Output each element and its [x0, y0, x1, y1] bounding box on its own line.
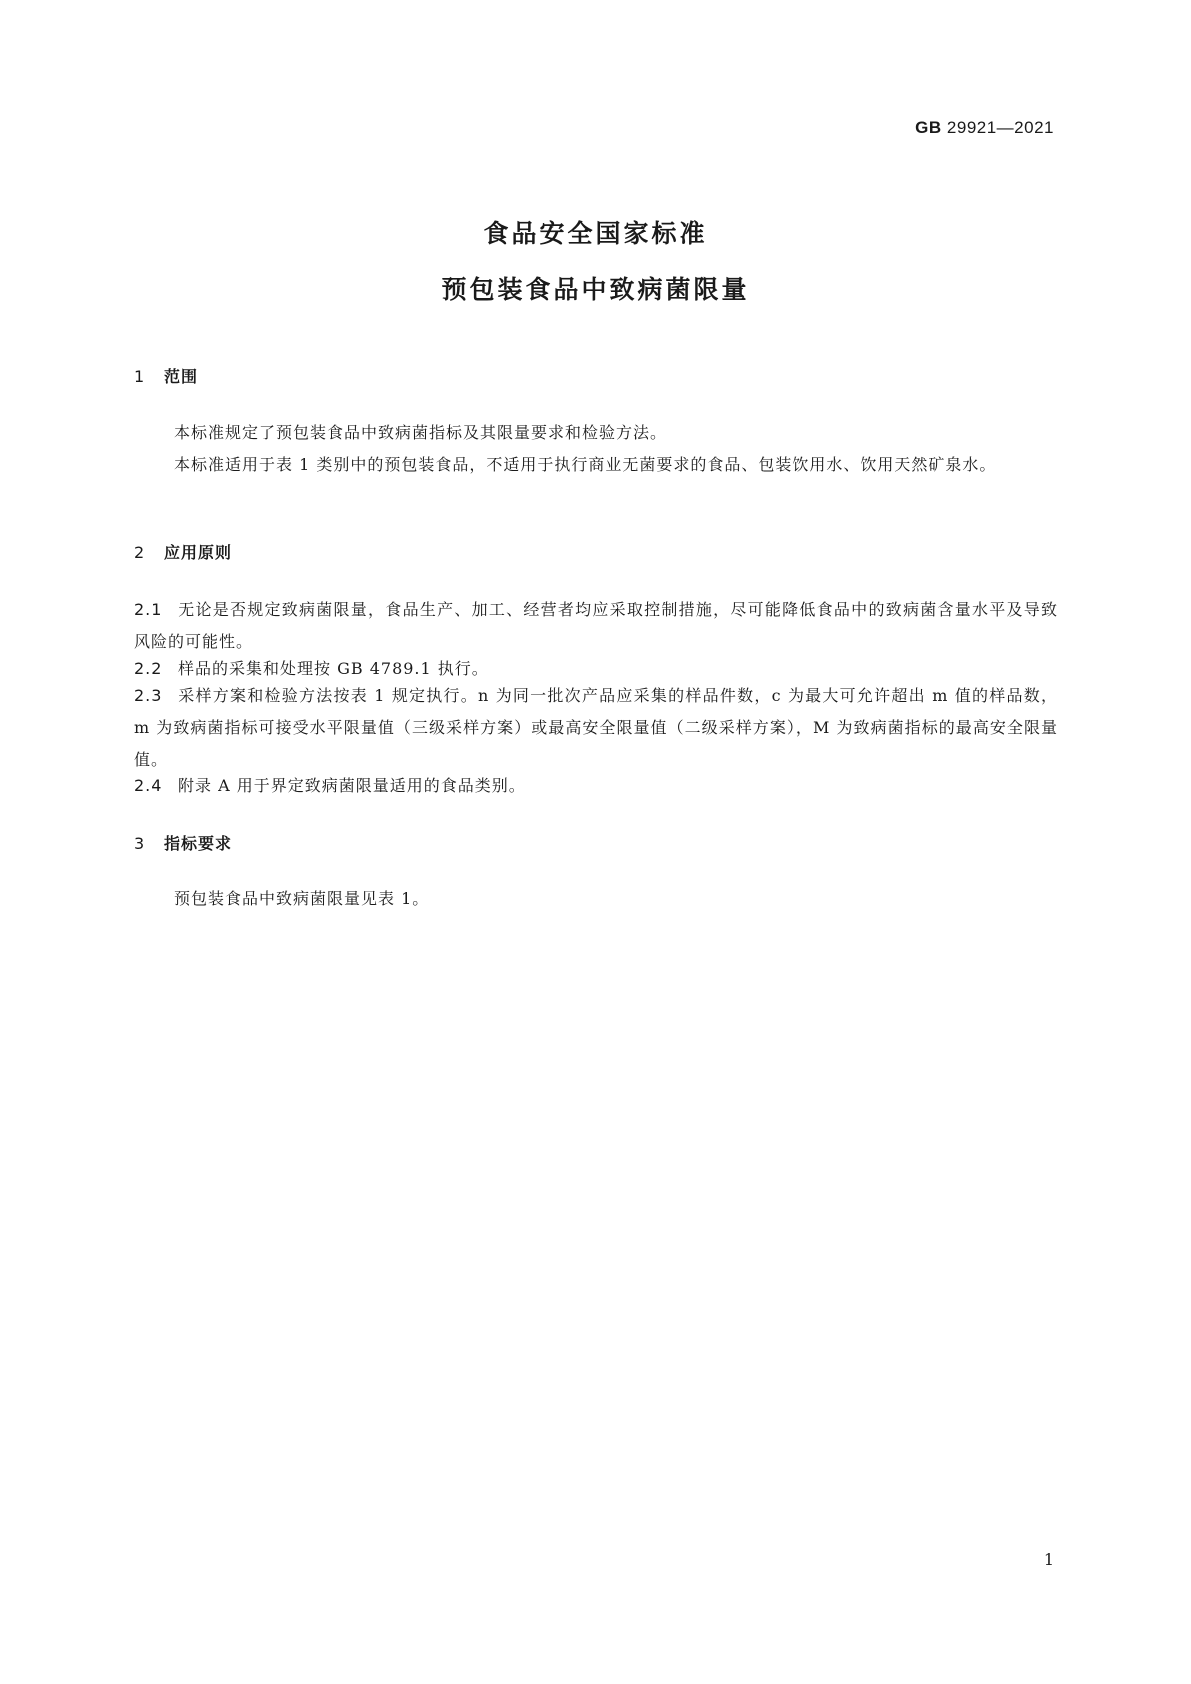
clause-number: 2.3 — [134, 686, 163, 705]
clause-number: 2.1 — [134, 600, 163, 619]
clause-number: 2.4 — [134, 776, 163, 795]
section-2-heading — [134, 540, 232, 563]
section-1-paragraph-2: 本标准适用于表 1 类别中的预包装食品，不适用于执行商业无菌要求的食品、包装饮用水、饮用天然矿泉水。 — [174, 455, 997, 474]
section-1-heading — [134, 364, 198, 387]
document-title-line-2: 预包装食品中致病菌限量 — [441, 275, 750, 304]
standard-number: 29921—2021 — [946, 118, 1054, 137]
section-number: 3 — [134, 834, 146, 853]
section-3-heading — [134, 831, 232, 854]
clause-2-1 — [134, 594, 1058, 658]
section-title: 应用原则 — [164, 543, 233, 562]
section-3-paragraph-1: 预包装食品中致病菌限量见表 1。 — [174, 889, 430, 908]
section-number: 2 — [134, 543, 146, 562]
standard-prefix: GB — [915, 118, 942, 137]
clause-number: 2.2 — [134, 659, 163, 678]
clause-text: 样品的采集和处理按 GB 4789.1 执行。 — [178, 659, 489, 678]
document-title-line-1: 食品安全国家标准 — [483, 219, 708, 248]
clause-text: 无论是否规定致病菌限量，食品生产、加工、经营者均应采取控制措施，尽可能降低食品中的致病菌含量水平及导致风险的可能性。 — [134, 600, 1058, 651]
clause-text: 附录 A 用于界定致病菌限量适用的食品类别。 — [178, 776, 526, 795]
section-1-paragraph-1: 本标准规定了预包装食品中致病菌指标及其限量要求和检验方法。 — [174, 423, 668, 442]
clause-2-3 — [134, 680, 1058, 776]
section-title: 范围 — [164, 367, 199, 386]
clause-text: 采样方案和检验方法按表 1 规定执行。n 为同一批次产品应采集的样品件数，c 为最大可允许超出 m 值的样品数，m 为致病菌指标可接受水平限量值（三级采样方案）或最高安全限量值（二级采样方案），M 为致病菌指标的最高安全限量值。 — [134, 686, 1058, 769]
clause-2-4 — [134, 770, 1058, 802]
section-title: 指标要求 — [164, 834, 233, 853]
section-number: 1 — [134, 367, 146, 386]
standard-code — [915, 118, 1054, 138]
page-number: 1 — [1043, 1550, 1054, 1569]
